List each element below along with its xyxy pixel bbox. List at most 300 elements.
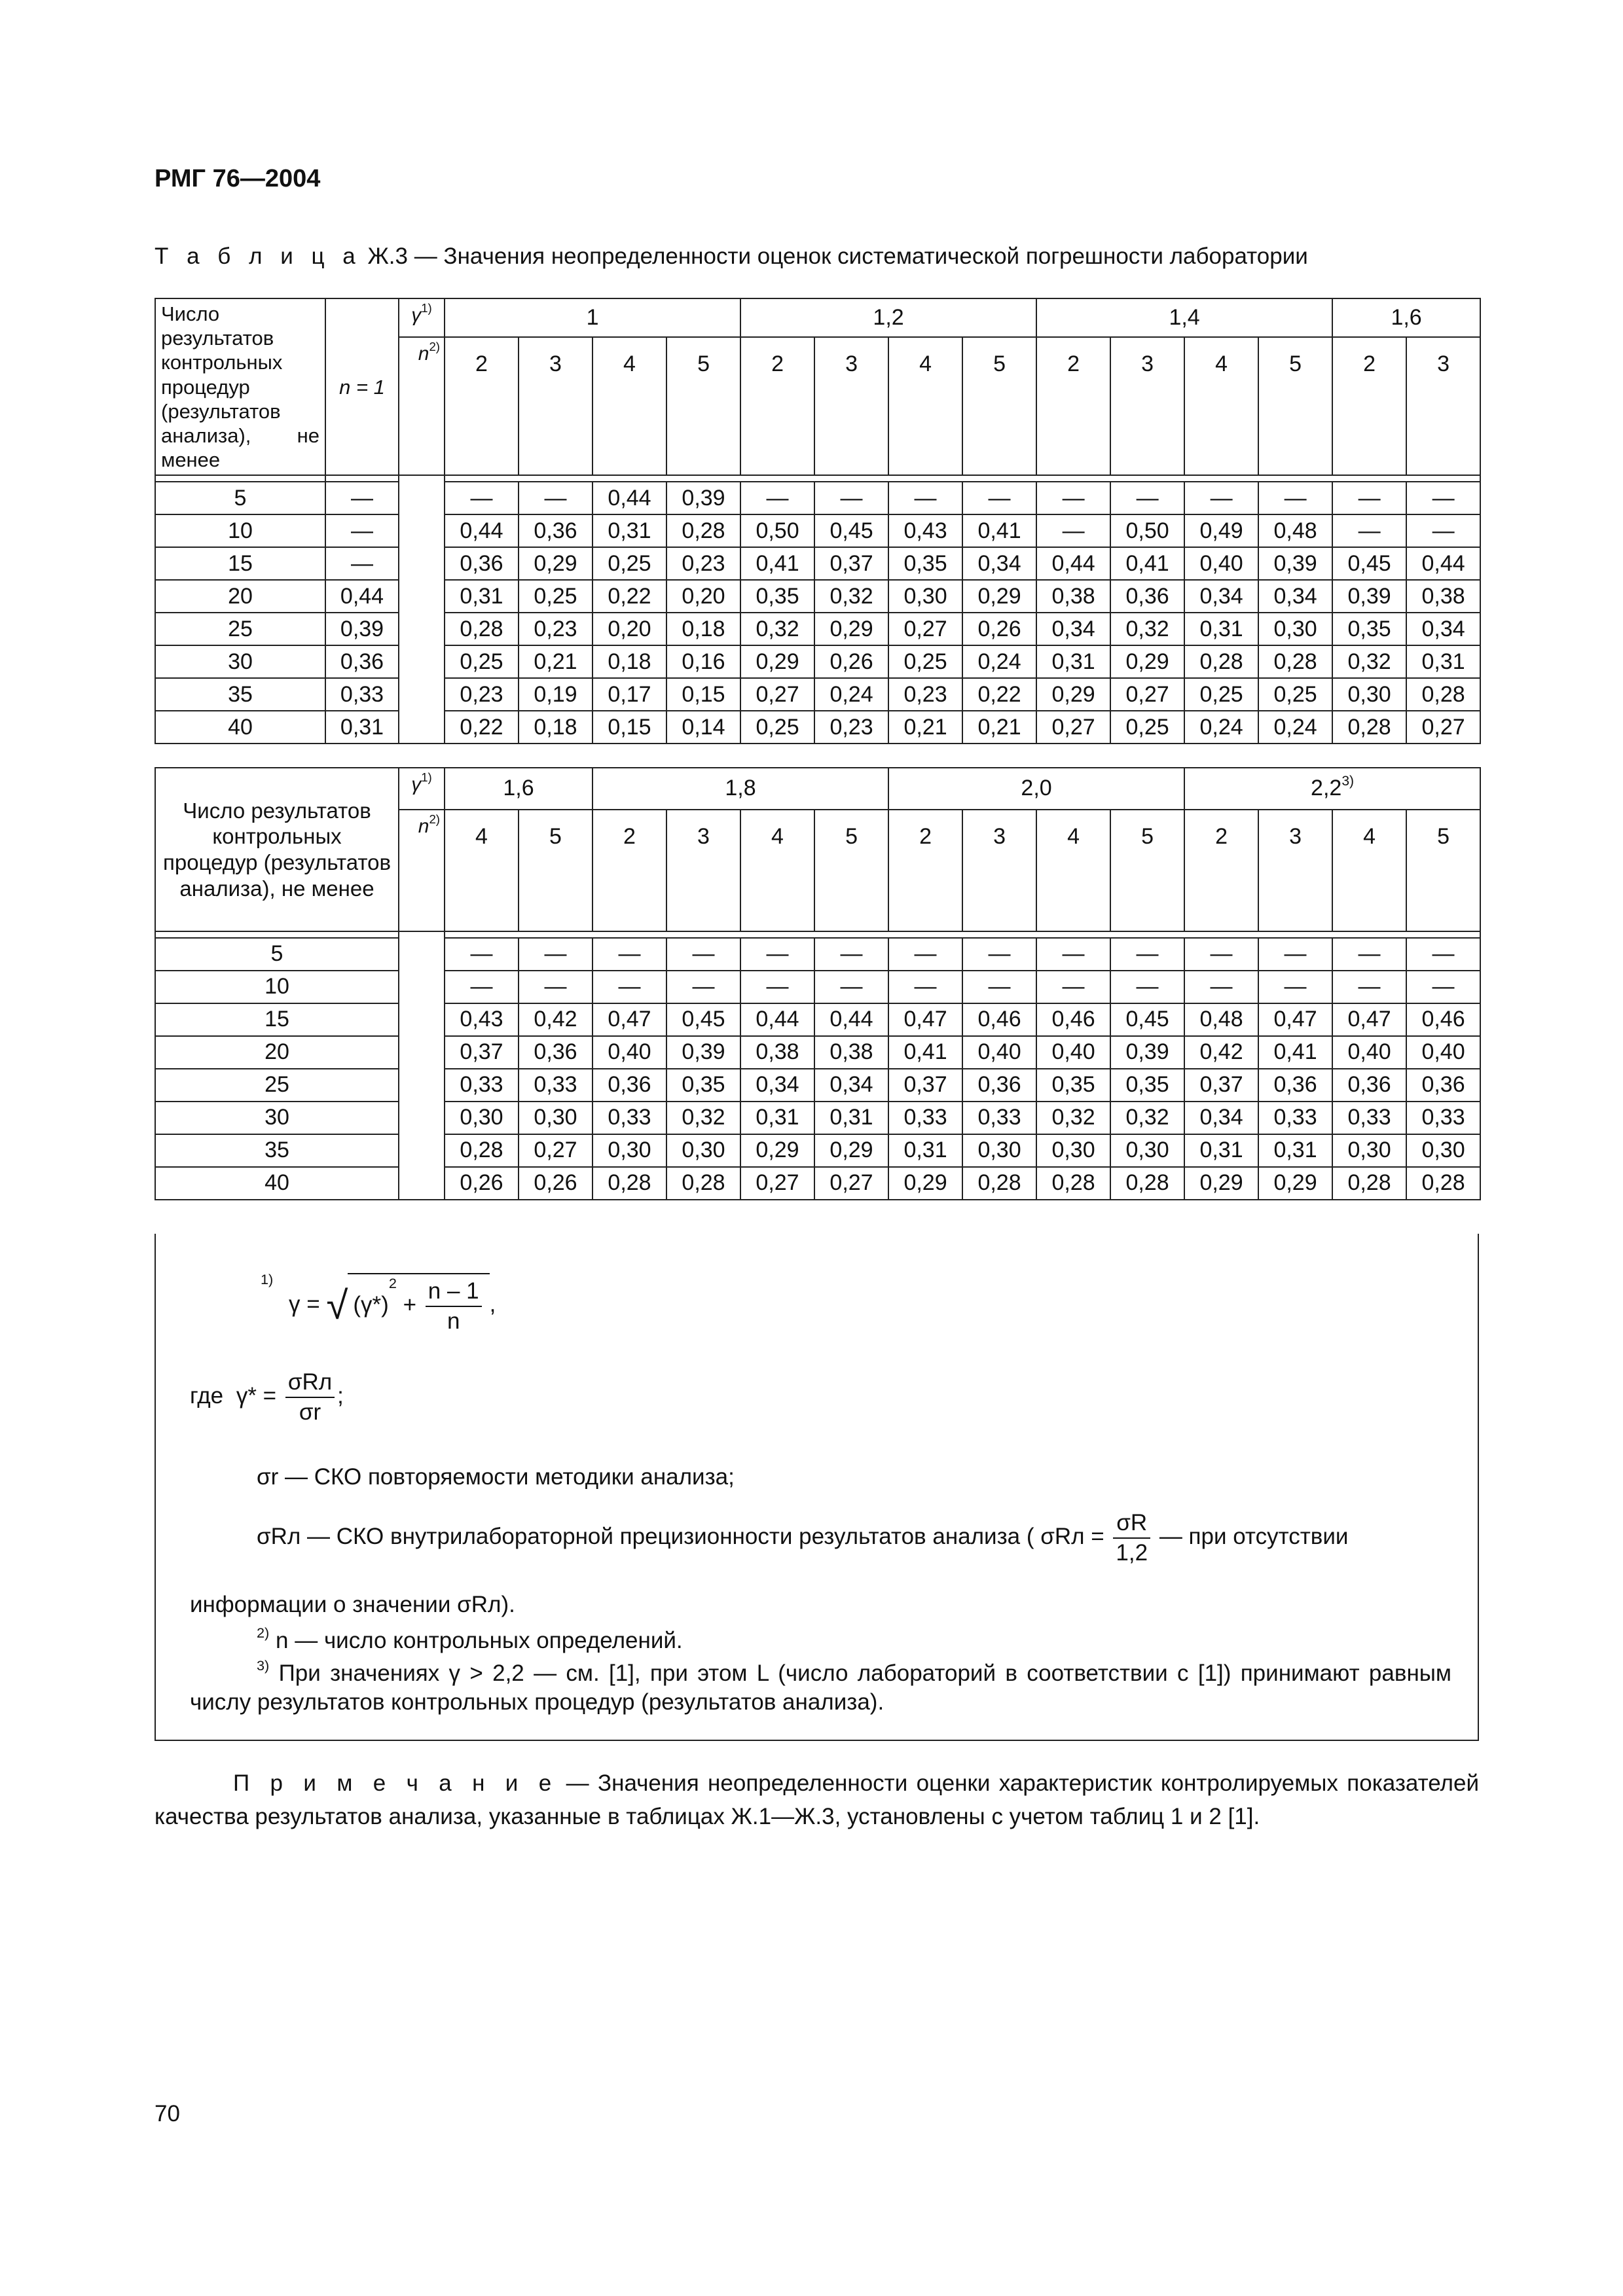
gamma-group: 1,6 xyxy=(445,768,593,810)
table-cell: 0,25 xyxy=(888,645,962,678)
table-cell: 0,36 xyxy=(519,1036,593,1069)
n-value: 2 xyxy=(1184,810,1258,931)
blank-column xyxy=(399,931,445,1200)
table-cell: — xyxy=(814,482,888,514)
table-cell: 0,32 xyxy=(1036,1102,1110,1134)
table-cell: — xyxy=(1110,971,1184,1003)
table-cell: 0,30 xyxy=(1258,613,1332,645)
table-cell: 0,25 xyxy=(1184,678,1258,711)
table-cell: 0,21 xyxy=(888,711,962,744)
table-cell: 0,31 xyxy=(445,580,519,613)
table-cell: 0,29 xyxy=(962,580,1036,613)
result-count: 20 xyxy=(155,580,325,613)
result-count: 10 xyxy=(155,971,399,1003)
table-cell: 0,35 xyxy=(1110,1069,1184,1102)
table-cell: 0,28 xyxy=(593,1167,666,1200)
n-value: 2 xyxy=(445,337,519,476)
table-cell: 0,28 xyxy=(1258,645,1332,678)
table-row xyxy=(155,1003,1480,1036)
table-cell: 0,20 xyxy=(593,613,666,645)
table-cell: — xyxy=(1332,514,1406,547)
result-count: 10 xyxy=(155,514,325,547)
table-cell: — xyxy=(740,482,814,514)
sqrt-icon: √ xyxy=(326,1283,348,1328)
table-cell: 0,40 xyxy=(962,1036,1036,1069)
table-cell: 0,36 xyxy=(593,1069,666,1102)
table-cell: 0,32 xyxy=(1110,613,1184,645)
table-cell: — xyxy=(666,938,740,971)
table-cell: — xyxy=(740,971,814,1003)
table-cell: 0,15 xyxy=(593,711,666,744)
table-cell: 0,29 xyxy=(814,613,888,645)
n-value: 4 xyxy=(593,337,666,476)
table-cell: 0,14 xyxy=(666,711,740,744)
table-cell: 0,33 xyxy=(593,1102,666,1134)
table-cell: 0,41 xyxy=(1110,547,1184,580)
table-cell: 0,23 xyxy=(888,678,962,711)
result-count: 35 xyxy=(155,678,325,711)
table-cell: 0,33 xyxy=(1332,1102,1406,1134)
n-value: 5 xyxy=(962,337,1036,476)
table-cell: 0,33 xyxy=(962,1102,1036,1134)
table-cell: 0,22 xyxy=(593,580,666,613)
table-cell: — xyxy=(1332,482,1406,514)
table-cell: 0,37 xyxy=(445,1036,519,1069)
table-cell: 0,33 xyxy=(1406,1102,1480,1134)
n-value: 5 xyxy=(1406,810,1480,931)
table-cell: 0,44 xyxy=(1036,547,1110,580)
result-count: 40 xyxy=(155,711,325,744)
gamma-group: 1,6 xyxy=(1332,298,1480,337)
table-cell: 0,30 xyxy=(1332,678,1406,711)
table-cell: 0,36 xyxy=(1110,580,1184,613)
n-value: 3 xyxy=(814,337,888,476)
table-cell: 0,31 xyxy=(1184,1134,1258,1167)
table-cell: 0,31 xyxy=(888,1134,962,1167)
table-cell: 0,35 xyxy=(1332,613,1406,645)
table-cell: — xyxy=(1110,482,1184,514)
uncertainty-table-part-1 xyxy=(155,298,1481,744)
table-cell: 0,22 xyxy=(962,678,1036,711)
table-cell: — xyxy=(1406,482,1480,514)
table-cell: 0,25 xyxy=(1110,711,1184,744)
table-cell: 0,43 xyxy=(445,1003,519,1036)
table-note xyxy=(155,1767,1479,1834)
n-value: 4 xyxy=(1036,810,1110,931)
result-count: 30 xyxy=(155,645,325,678)
table-cell: 0,21 xyxy=(519,645,593,678)
row-header-label-2: Число результатов контрольных процедур (результатов анализа), не менее xyxy=(155,768,399,931)
table-cell: 0,24 xyxy=(814,678,888,711)
n-value: 2 xyxy=(593,810,666,931)
table-cell: 0,27 xyxy=(1036,711,1110,744)
n-value: 5 xyxy=(519,810,593,931)
table-row xyxy=(155,678,1480,711)
table-cell: — xyxy=(962,482,1036,514)
table-cell: 0,48 xyxy=(1258,514,1332,547)
table-row xyxy=(155,711,1480,744)
table-cell: 0,32 xyxy=(1110,1102,1184,1134)
table-cell: 0,31 xyxy=(1036,645,1110,678)
table-cell: — xyxy=(1258,938,1332,971)
table-cell: 0,19 xyxy=(519,678,593,711)
table-cell: 0,30 xyxy=(962,1134,1036,1167)
n1-value: 0,36 xyxy=(325,645,399,678)
gamma-star-definition: где γ* = $\frac{\text{σRл}}{\sigma r}$ ; xyxy=(190,1369,344,1425)
n1-value: 0,39 xyxy=(325,613,399,645)
table-cell: 0,39 xyxy=(1258,547,1332,580)
table-cell: 0,31 xyxy=(740,1102,814,1134)
table-cell: 0,34 xyxy=(740,1069,814,1102)
n-value: 4 xyxy=(740,810,814,931)
n1-value: — xyxy=(325,547,399,580)
table-cell: 0,28 xyxy=(445,613,519,645)
table-cell: 0,25 xyxy=(593,547,666,580)
table-cell: 0,26 xyxy=(519,1167,593,1200)
table-cell: — xyxy=(593,938,666,971)
table-cell: — xyxy=(445,971,519,1003)
table-cell: 0,25 xyxy=(740,711,814,744)
gamma-group-last: 2,2$^{3)}$ xyxy=(1184,768,1480,810)
table-cell: — xyxy=(666,971,740,1003)
footnote-1-formula: $^{1)}$ γ = √ $(\gamma*)^2$ + $\frac{n - 1}{n}$ , xyxy=(261,1273,1451,1338)
n-value: 3 xyxy=(1258,810,1332,931)
table-cell: 0,23 xyxy=(814,711,888,744)
n-value: 5 xyxy=(814,810,888,931)
table-cell: — xyxy=(962,938,1036,971)
table-cell: 0,29 xyxy=(888,1167,962,1200)
table-cell: 0,44 xyxy=(740,1003,814,1036)
table-cell: 0,47 xyxy=(1258,1003,1332,1036)
table-cell: 0,33 xyxy=(888,1102,962,1134)
table-cell: — xyxy=(1406,938,1480,971)
table-cell: 0,17 xyxy=(593,678,666,711)
table-cell: — xyxy=(1036,971,1110,1003)
gamma-group: 1 xyxy=(445,298,740,337)
n-symbol: $n^{2)}$ xyxy=(399,810,445,931)
table-cell: 0,34 xyxy=(962,547,1036,580)
n1-value: 0,33 xyxy=(325,678,399,711)
table-cell: 0,28 xyxy=(1110,1167,1184,1200)
table-cell: 0,28 xyxy=(962,1167,1036,1200)
n-value: 2 xyxy=(1332,337,1406,476)
table-row xyxy=(155,971,1480,1003)
info-line: информации о значении σRл). xyxy=(190,1592,515,1617)
table-cell: 0,41 xyxy=(888,1036,962,1069)
table-cell: 0,29 xyxy=(1036,678,1110,711)
table-cell: 0,36 xyxy=(962,1069,1036,1102)
table-row xyxy=(155,514,1480,547)
table-caption xyxy=(155,243,1308,270)
table-cell: 0,27 xyxy=(888,613,962,645)
table-cell: 0,30 xyxy=(1406,1134,1480,1167)
gamma-group: 1,8 xyxy=(593,768,888,810)
uncertainty-table-part-2 xyxy=(155,767,1481,1200)
table-cell: 0,42 xyxy=(519,1003,593,1036)
table-cell: — xyxy=(888,482,962,514)
n-value: 4 xyxy=(888,337,962,476)
table-cell: — xyxy=(1332,971,1406,1003)
table-cell: 0,38 xyxy=(740,1036,814,1069)
table-cell: 0,50 xyxy=(740,514,814,547)
table-cell: 0,44 xyxy=(593,482,666,514)
note-text: — Значения неопределенности оценки характеристик контролируемых показателей качества результатов анализа, указанные в таблицах Ж.1—Ж.3, установлены с учетом таблиц 1 и 2 [1]. xyxy=(155,1770,1479,1829)
n1-value: — xyxy=(325,514,399,547)
table-cell: 0,47 xyxy=(593,1003,666,1036)
table-cell: 0,45 xyxy=(814,514,888,547)
table-cell: 0,25 xyxy=(445,645,519,678)
table-cell: 0,40 xyxy=(1406,1036,1480,1069)
table-cell: 0,45 xyxy=(1332,547,1406,580)
table-cell: 0,20 xyxy=(666,580,740,613)
page-number: 70 xyxy=(155,2101,180,2126)
table-cell: 0,26 xyxy=(445,1167,519,1200)
sigma-rl-definition: σRл — СКО внутрилабораторной прецизионности результатов анализа ( σRл = $\frac{\sigma R}{1,2}$ — при отсутствии xyxy=(257,1510,1349,1566)
table-cell: 0,44 xyxy=(445,514,519,547)
footnotes-box xyxy=(155,1234,1479,1741)
table-row xyxy=(155,1134,1480,1167)
table-cell: 0,32 xyxy=(1332,645,1406,678)
table-cell: 0,36 xyxy=(519,514,593,547)
result-count: 5 xyxy=(155,482,325,514)
table-cell: 0,35 xyxy=(740,580,814,613)
table-cell: — xyxy=(740,938,814,971)
table-cell: 0,37 xyxy=(1184,1069,1258,1102)
table-cell: 0,36 xyxy=(1406,1069,1480,1102)
table-cell: 0,18 xyxy=(593,645,666,678)
table-cell: 0,34 xyxy=(1406,613,1480,645)
table-cell: 0,31 xyxy=(1258,1134,1332,1167)
result-count: 40 xyxy=(155,1167,399,1200)
table-cell: 0,27 xyxy=(740,1167,814,1200)
table-cell: 0,39 xyxy=(666,1036,740,1069)
table-cell: 0,28 xyxy=(1332,1167,1406,1200)
table-row xyxy=(155,482,1480,514)
table-cell: — xyxy=(1332,938,1406,971)
table-cell: — xyxy=(1110,938,1184,971)
table-cell: 0,25 xyxy=(519,580,593,613)
gamma-group: 2,0 xyxy=(888,768,1184,810)
table-cell: — xyxy=(593,971,666,1003)
n-value: 2 xyxy=(1036,337,1110,476)
table-cell: 0,36 xyxy=(445,547,519,580)
table-cell: 0,28 xyxy=(666,1167,740,1200)
table-cell: 0,26 xyxy=(962,613,1036,645)
table-cell: 0,27 xyxy=(814,1167,888,1200)
document-code: РМГ 76—2004 xyxy=(155,165,321,192)
n-value: 3 xyxy=(1110,337,1184,476)
n-value: 4 xyxy=(445,810,519,931)
n1-value: 0,44 xyxy=(325,580,399,613)
table-cell: 0,34 xyxy=(814,1069,888,1102)
table-cell: 0,29 xyxy=(1184,1167,1258,1200)
table-cell: 0,38 xyxy=(1406,580,1480,613)
table-cell: 0,28 xyxy=(1332,711,1406,744)
table-cell: 0,24 xyxy=(1258,711,1332,744)
sigma-r-definition: σr — СКО повторяемости методики анализа; xyxy=(257,1464,735,1490)
table-cell: 0,16 xyxy=(666,645,740,678)
result-count: 15 xyxy=(155,547,325,580)
table-cell: 0,28 xyxy=(445,1134,519,1167)
table-cell: 0,30 xyxy=(445,1102,519,1134)
table-cell: 0,36 xyxy=(1258,1069,1332,1102)
table-cell: 0,26 xyxy=(814,645,888,678)
table-cell: 0,28 xyxy=(1184,645,1258,678)
table-cell: 0,31 xyxy=(1184,613,1258,645)
table-cell: 0,37 xyxy=(814,547,888,580)
result-count: 25 xyxy=(155,1069,399,1102)
table-cell: 0,27 xyxy=(1110,678,1184,711)
table-cell: 0,41 xyxy=(740,547,814,580)
table-cell: — xyxy=(888,938,962,971)
table-cell: 0,41 xyxy=(962,514,1036,547)
table-cell: 0,27 xyxy=(1406,711,1480,744)
n-value: 5 xyxy=(666,337,740,476)
result-count: 35 xyxy=(155,1134,399,1167)
table-row xyxy=(155,547,1480,580)
table-cell: 0,29 xyxy=(740,1134,814,1167)
table-cell: 0,29 xyxy=(519,547,593,580)
table-cell: 0,27 xyxy=(519,1134,593,1167)
table-cell: — xyxy=(1258,482,1332,514)
table-cell: 0,46 xyxy=(1406,1003,1480,1036)
table-cell: 0,27 xyxy=(740,678,814,711)
table-cell: 0,35 xyxy=(666,1069,740,1102)
table-row xyxy=(155,1036,1480,1069)
n-value: 3 xyxy=(1406,337,1480,476)
table-cell: 0,50 xyxy=(1110,514,1184,547)
table-cell: — xyxy=(1258,971,1332,1003)
table-cell: 0,21 xyxy=(962,711,1036,744)
table-cell: 0,34 xyxy=(1184,1102,1258,1134)
table-cell: 0,33 xyxy=(1258,1102,1332,1134)
table-cell: 0,32 xyxy=(814,580,888,613)
table-cell: 0,35 xyxy=(1036,1069,1110,1102)
table-row xyxy=(155,1167,1480,1200)
table-cell: 0,29 xyxy=(1110,645,1184,678)
n-value: 3 xyxy=(519,337,593,476)
table-cell: — xyxy=(519,938,593,971)
table-row xyxy=(155,1069,1480,1102)
table-cell: 0,23 xyxy=(519,613,593,645)
table-cell: — xyxy=(962,971,1036,1003)
n-value: 4 xyxy=(1332,810,1406,931)
table-cell: 0,34 xyxy=(1184,580,1258,613)
table-cell: 0,40 xyxy=(593,1036,666,1069)
gamma-group: 1,4 xyxy=(1036,298,1332,337)
table-cell: 0,49 xyxy=(1184,514,1258,547)
table-cell: 0,18 xyxy=(666,613,740,645)
n-value: 2 xyxy=(740,337,814,476)
table-cell: 0,45 xyxy=(666,1003,740,1036)
n-value: 4 xyxy=(1184,337,1258,476)
table-cell: 0,18 xyxy=(519,711,593,744)
table-cell: 0,47 xyxy=(1332,1003,1406,1036)
table-cell: 0,39 xyxy=(1332,580,1406,613)
table-cell: 0,45 xyxy=(1110,1003,1184,1036)
table-cell: 0,29 xyxy=(814,1134,888,1167)
table-cell: — xyxy=(1184,482,1258,514)
table-cell: — xyxy=(814,938,888,971)
table-cell: 0,28 xyxy=(1036,1167,1110,1200)
table-cell: 0,44 xyxy=(1406,547,1480,580)
table-cell: 0,28 xyxy=(666,514,740,547)
table-cell: 0,38 xyxy=(814,1036,888,1069)
footnote-2: $^{2)}$ n — число контрольных определений. xyxy=(257,1624,683,1653)
result-count: 15 xyxy=(155,1003,399,1036)
table-row xyxy=(155,1102,1480,1134)
table-cell: 0,32 xyxy=(666,1102,740,1134)
table-cell: 0,30 xyxy=(666,1134,740,1167)
row-header-label: Число результатов контрольных процедур (результатов анализа), не менее xyxy=(155,298,325,475)
result-count: 25 xyxy=(155,613,325,645)
n-symbol: $n^{2)}$ xyxy=(399,337,445,476)
table-cell: 0,29 xyxy=(740,645,814,678)
table-row xyxy=(155,580,1480,613)
note-label: П р и м е ч а н и е xyxy=(233,1770,558,1796)
table-cell: 0,31 xyxy=(593,514,666,547)
table-cell: 0,28 xyxy=(1406,678,1480,711)
table-cell: 0,32 xyxy=(740,613,814,645)
n-value: 2 xyxy=(888,810,962,931)
table-cell: — xyxy=(445,482,519,514)
table-cell: — xyxy=(1184,938,1258,971)
table-cell: — xyxy=(1036,482,1110,514)
table-cell: 0,25 xyxy=(1258,678,1332,711)
result-count: 20 xyxy=(155,1036,399,1069)
n1-header: n = 1 xyxy=(325,298,399,475)
table-cell: 0,30 xyxy=(1332,1134,1406,1167)
table-cell: — xyxy=(445,938,519,971)
table-cell: 0,28 xyxy=(1406,1167,1480,1200)
table-cell: 0,39 xyxy=(666,482,740,514)
table-cell: — xyxy=(814,971,888,1003)
table-cell: — xyxy=(1036,514,1110,547)
result-count: 30 xyxy=(155,1102,399,1134)
table-cell: 0,48 xyxy=(1184,1003,1258,1036)
table-cell: 0,30 xyxy=(1110,1134,1184,1167)
footnote-3: $^{3)}$ При значениях γ > 2,2 — см. [1], при этом L (число лабораторий в соответствии с [1]) принимают равным числу результатов контрольных процедур (результатов анализа). xyxy=(190,1657,1451,1715)
n1-value: 0,31 xyxy=(325,711,399,744)
table-cell: — xyxy=(1406,971,1480,1003)
table-cell: 0,47 xyxy=(888,1003,962,1036)
table-cell: — xyxy=(888,971,962,1003)
table-cell: 0,33 xyxy=(445,1069,519,1102)
table-row xyxy=(155,938,1480,971)
table-cell: 0,44 xyxy=(814,1003,888,1036)
n-value: 5 xyxy=(1258,337,1332,476)
table-cell: 0,40 xyxy=(1184,547,1258,580)
table-cell: 0,34 xyxy=(1258,580,1332,613)
table-cell: 0,43 xyxy=(888,514,962,547)
n1-value: — xyxy=(325,482,399,514)
table-cell: 0,33 xyxy=(519,1069,593,1102)
table-cell: 0,40 xyxy=(1332,1036,1406,1069)
table-caption-text: Ж.3 — Значения неопределенности оценок систематической погрешности лаборатории xyxy=(367,243,1308,269)
blank-column xyxy=(399,475,445,744)
table-cell: 0,31 xyxy=(1406,645,1480,678)
table-cell: 0,22 xyxy=(445,711,519,744)
table-cell: 0,24 xyxy=(962,645,1036,678)
result-count: 5 xyxy=(155,938,399,971)
n-value: 3 xyxy=(962,810,1036,931)
n-value: 5 xyxy=(1110,810,1184,931)
gamma-symbol: $\gamma^{1)}$ xyxy=(399,768,445,810)
n-value: 3 xyxy=(666,810,740,931)
table-cell: — xyxy=(519,482,593,514)
table-caption-label: Т а б л и ц а xyxy=(155,243,361,269)
table-cell: 0,31 xyxy=(814,1102,888,1134)
